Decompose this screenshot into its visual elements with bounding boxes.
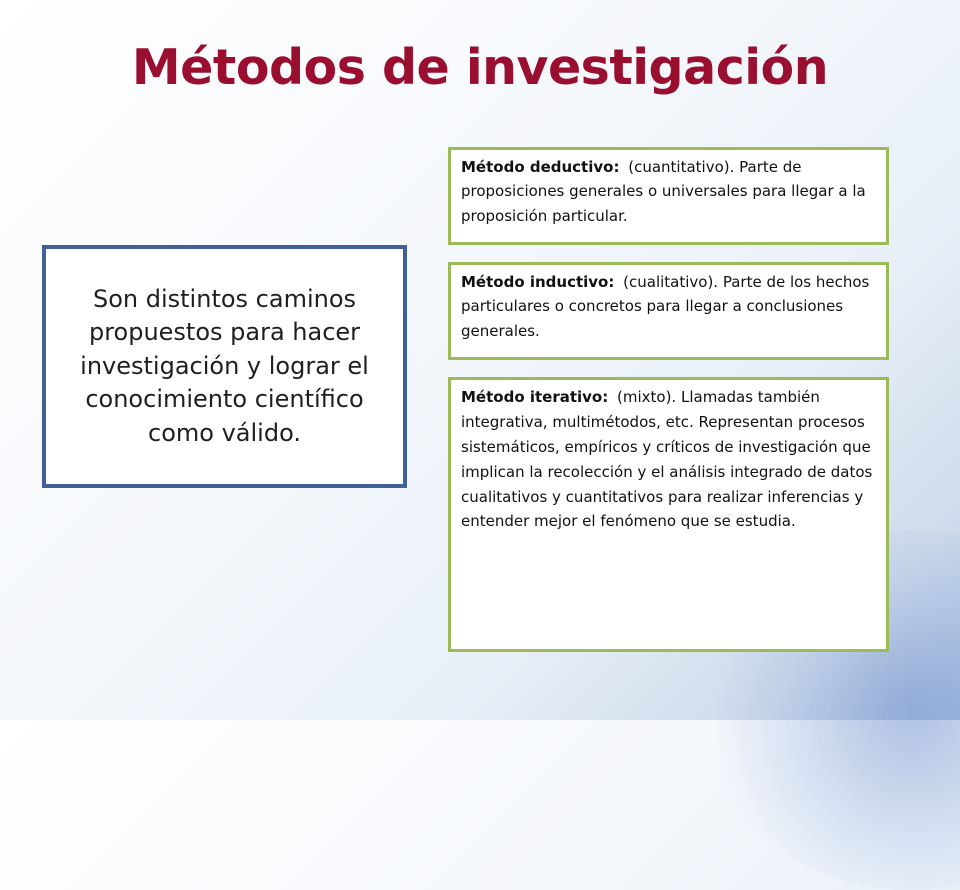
iterative-method-label: Método iterativo: [461, 388, 609, 406]
deductive-method-label: Método deductivo: [461, 158, 620, 176]
inductive-method-box [448, 262, 889, 360]
main-definition-text: Son distintos caminos propuestos para hacer investigación y lograr el conocimiento científico como válido. [80, 284, 369, 447]
main-definition-box [42, 245, 407, 488]
deductive-method-description: (cuantitativo). Parte de proposiciones generales o universales para llegar a la proposición particular. [461, 158, 866, 225]
iterative-method-box [448, 377, 889, 652]
inductive-method-label: Método inductivo: [461, 273, 615, 291]
slide-title: Métodos de investigación [131, 38, 829, 96]
deductive-method-box [448, 147, 889, 245]
inductive-method-description: (cualitativo). Parte de los hechos particulares o concretos para llegar a conclusiones generales. [461, 273, 870, 340]
iterative-method-description: (mixto). Llamadas también integrativa, multimétodos, etc. Representan procesos sistemáticos, empíricos y críticos de investigación que implican la recolección y el análisis integrado de datos cualitativos y cuantitativos para realizar inferencias y entender mejor el fenómeno que se estudia. [461, 388, 873, 531]
